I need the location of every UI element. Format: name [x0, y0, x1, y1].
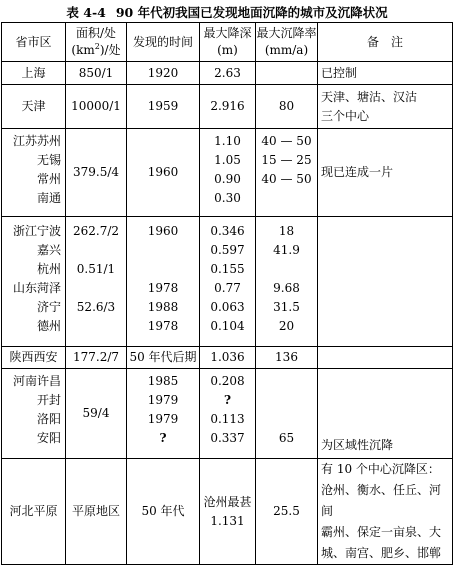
city-name: 河南许昌	[12, 374, 61, 388]
cell-time: 1920	[127, 62, 200, 85]
cell-region: 河北平原	[2, 459, 66, 565]
header-area-unit-km: (km	[71, 43, 95, 57]
depth-value: 0.155	[210, 262, 245, 276]
depth-value: 0.30	[214, 191, 241, 205]
city-name: 江苏苏州	[12, 134, 61, 148]
table-row-hebei	[2, 459, 453, 565]
rate-value: 41.9	[273, 243, 300, 257]
cell-depth	[200, 459, 256, 565]
rate-value: 40 — 50	[261, 134, 312, 148]
area-value	[66, 317, 126, 336]
cell-region: 上海	[2, 62, 66, 85]
note-line: 城、南宫、肥乡、邯郸	[321, 546, 442, 560]
depth-value: 1.10	[214, 134, 241, 148]
cell-note: 现已连成一片	[318, 129, 453, 217]
cell-rate: 25.5	[256, 459, 318, 565]
cell-depth: 2.63	[200, 62, 256, 85]
rate-value: 20	[278, 319, 295, 333]
time-value: 1978	[147, 281, 179, 295]
cell-note	[318, 459, 453, 565]
rate-value: 18	[278, 224, 295, 238]
city-name: 嘉兴	[36, 243, 61, 257]
time-value: 1985	[147, 374, 179, 388]
cell-note	[318, 85, 453, 129]
city-name: 南通	[36, 191, 61, 205]
header-depth-unit: (m)	[217, 43, 238, 57]
rate-value: 15 — 25	[261, 153, 312, 167]
cell-note	[318, 217, 453, 347]
header-rate	[256, 23, 318, 62]
table-row-zhejiang-shandong	[2, 217, 453, 347]
table-row-jiangsu	[2, 129, 453, 217]
cell-rate	[256, 217, 318, 347]
city-name: 山东菏泽	[12, 281, 61, 295]
cell-depth	[200, 129, 256, 217]
table-caption: 90 年代初我国已发现地面沉降的城市及沉降状况	[115, 5, 388, 20]
depth-value: 0.597	[210, 243, 245, 257]
table-row-tianjin	[2, 85, 453, 129]
cell-area: 850/1	[66, 62, 127, 85]
header-depth-label: 最大降深	[203, 26, 252, 40]
header-time: 发现的时间	[127, 23, 200, 62]
header-rate-label: 最大沉降率	[256, 26, 317, 40]
city-name: 无锡	[36, 153, 61, 167]
note-line: 天津、塘沽、汉沽	[321, 89, 418, 104]
cell-area: 379.5/4	[66, 129, 127, 217]
cell-time: 1960	[127, 129, 200, 217]
cell-note: 已控制	[318, 62, 453, 85]
depth-value: 0.346	[210, 224, 245, 238]
area-value: 0.51/1	[76, 262, 116, 276]
rate-value	[256, 391, 317, 410]
time-value	[127, 260, 199, 279]
table-row-henan	[2, 369, 453, 459]
depth-note: 沧州最甚	[203, 494, 252, 509]
time-value: 1978	[147, 319, 179, 333]
cell-time	[127, 217, 200, 347]
cell-rate: 80	[256, 85, 318, 129]
header-area-unit-sup: 2	[94, 42, 100, 51]
subsidence-table	[1, 22, 453, 565]
time-value: ?	[159, 431, 167, 445]
note-line: 有 10 个中心沉降区：	[321, 462, 440, 476]
table-row-shanghai	[2, 62, 453, 85]
cell-region: 陕西西安	[2, 347, 66, 369]
cell-region: 天津	[2, 85, 66, 129]
header-area	[66, 23, 127, 62]
cell-time: 50 年代后期	[127, 347, 200, 369]
city-name: 德州	[36, 319, 61, 333]
cell-rate	[256, 129, 318, 217]
cell-note	[318, 347, 453, 369]
cell-area: 59/4	[66, 369, 127, 459]
rate-value	[256, 260, 317, 279]
area-value	[66, 279, 126, 298]
city-name: 浙江宁波	[12, 224, 61, 238]
rate-value	[256, 410, 317, 429]
cell-area	[66, 217, 127, 347]
cell-note: 为区域性沉降	[318, 369, 453, 459]
header-area-label: 面积/处	[75, 26, 117, 40]
rate-value	[256, 372, 317, 391]
city-name: 开封	[36, 393, 61, 407]
depth-value: ?	[223, 393, 232, 407]
depth-value: 0.063	[210, 300, 245, 314]
header-area-unit	[66, 42, 126, 59]
header-rate-unit: (mm/a)	[264, 43, 309, 57]
note-line: 三个中心	[321, 108, 370, 123]
note-line: 霸州、保定一亩泉、大	[321, 525, 442, 539]
table-number: 表 4-4	[66, 5, 106, 20]
depth-value: 0.77	[214, 281, 241, 295]
header-row	[2, 23, 453, 62]
rate-value: 9.68	[273, 281, 300, 295]
header-area-unit-tail: )/处	[99, 43, 121, 57]
cell-time: 50 年代	[127, 459, 200, 565]
depth-value: 0.104	[210, 319, 245, 333]
header-depth	[200, 23, 256, 62]
city-name: 洛阳	[36, 412, 61, 426]
area-value	[66, 241, 126, 260]
cell-depth: 2.916	[200, 85, 256, 129]
header-note: 备 注	[318, 23, 453, 62]
city-name: 安阳	[36, 431, 61, 445]
depth-value: 0.208	[210, 374, 245, 388]
cell-region	[2, 217, 66, 347]
cell-area: 177.2/7	[66, 347, 127, 369]
depth-value: 0.90	[214, 172, 241, 186]
depth-value: 1.05	[214, 153, 241, 167]
rate-value	[256, 189, 317, 208]
city-name: 常州	[36, 172, 61, 186]
cell-depth	[200, 217, 256, 347]
depth-value: 0.113	[210, 412, 245, 426]
city-name: 济宁	[36, 300, 61, 314]
time-value: 1960	[147, 224, 179, 238]
note-line: 沧州、衡水、任丘、河间	[321, 483, 442, 518]
time-value: 1979	[147, 412, 179, 426]
time-value	[127, 241, 199, 260]
depth-value: 0.337	[210, 431, 245, 445]
rate-value: 40 — 50	[261, 172, 312, 186]
cell-time: 1959	[127, 85, 200, 129]
area-value: 262.7/2	[72, 224, 120, 238]
area-value: 52.6/3	[76, 300, 116, 314]
cell-depth	[200, 369, 256, 459]
cell-region	[2, 369, 66, 459]
time-value: 1988	[147, 300, 179, 314]
cell-time	[127, 369, 200, 459]
cell-rate: 136	[256, 347, 318, 369]
table-title	[0, 3, 454, 21]
rate-value: 65	[278, 431, 295, 445]
table-row-shaanxi	[2, 347, 453, 369]
cell-area: 10000/1	[66, 85, 127, 129]
depth-value: 1.131	[210, 513, 245, 528]
cell-rate	[256, 369, 318, 459]
city-name: 杭州	[36, 262, 61, 276]
cell-depth: 1.036	[200, 347, 256, 369]
time-value: 1979	[147, 393, 179, 407]
header-region: 省市区	[2, 23, 66, 62]
rate-value: 31.5	[273, 300, 300, 314]
cell-region	[2, 129, 66, 217]
cell-area: 平原地区	[66, 459, 127, 565]
cell-rate	[256, 62, 318, 85]
